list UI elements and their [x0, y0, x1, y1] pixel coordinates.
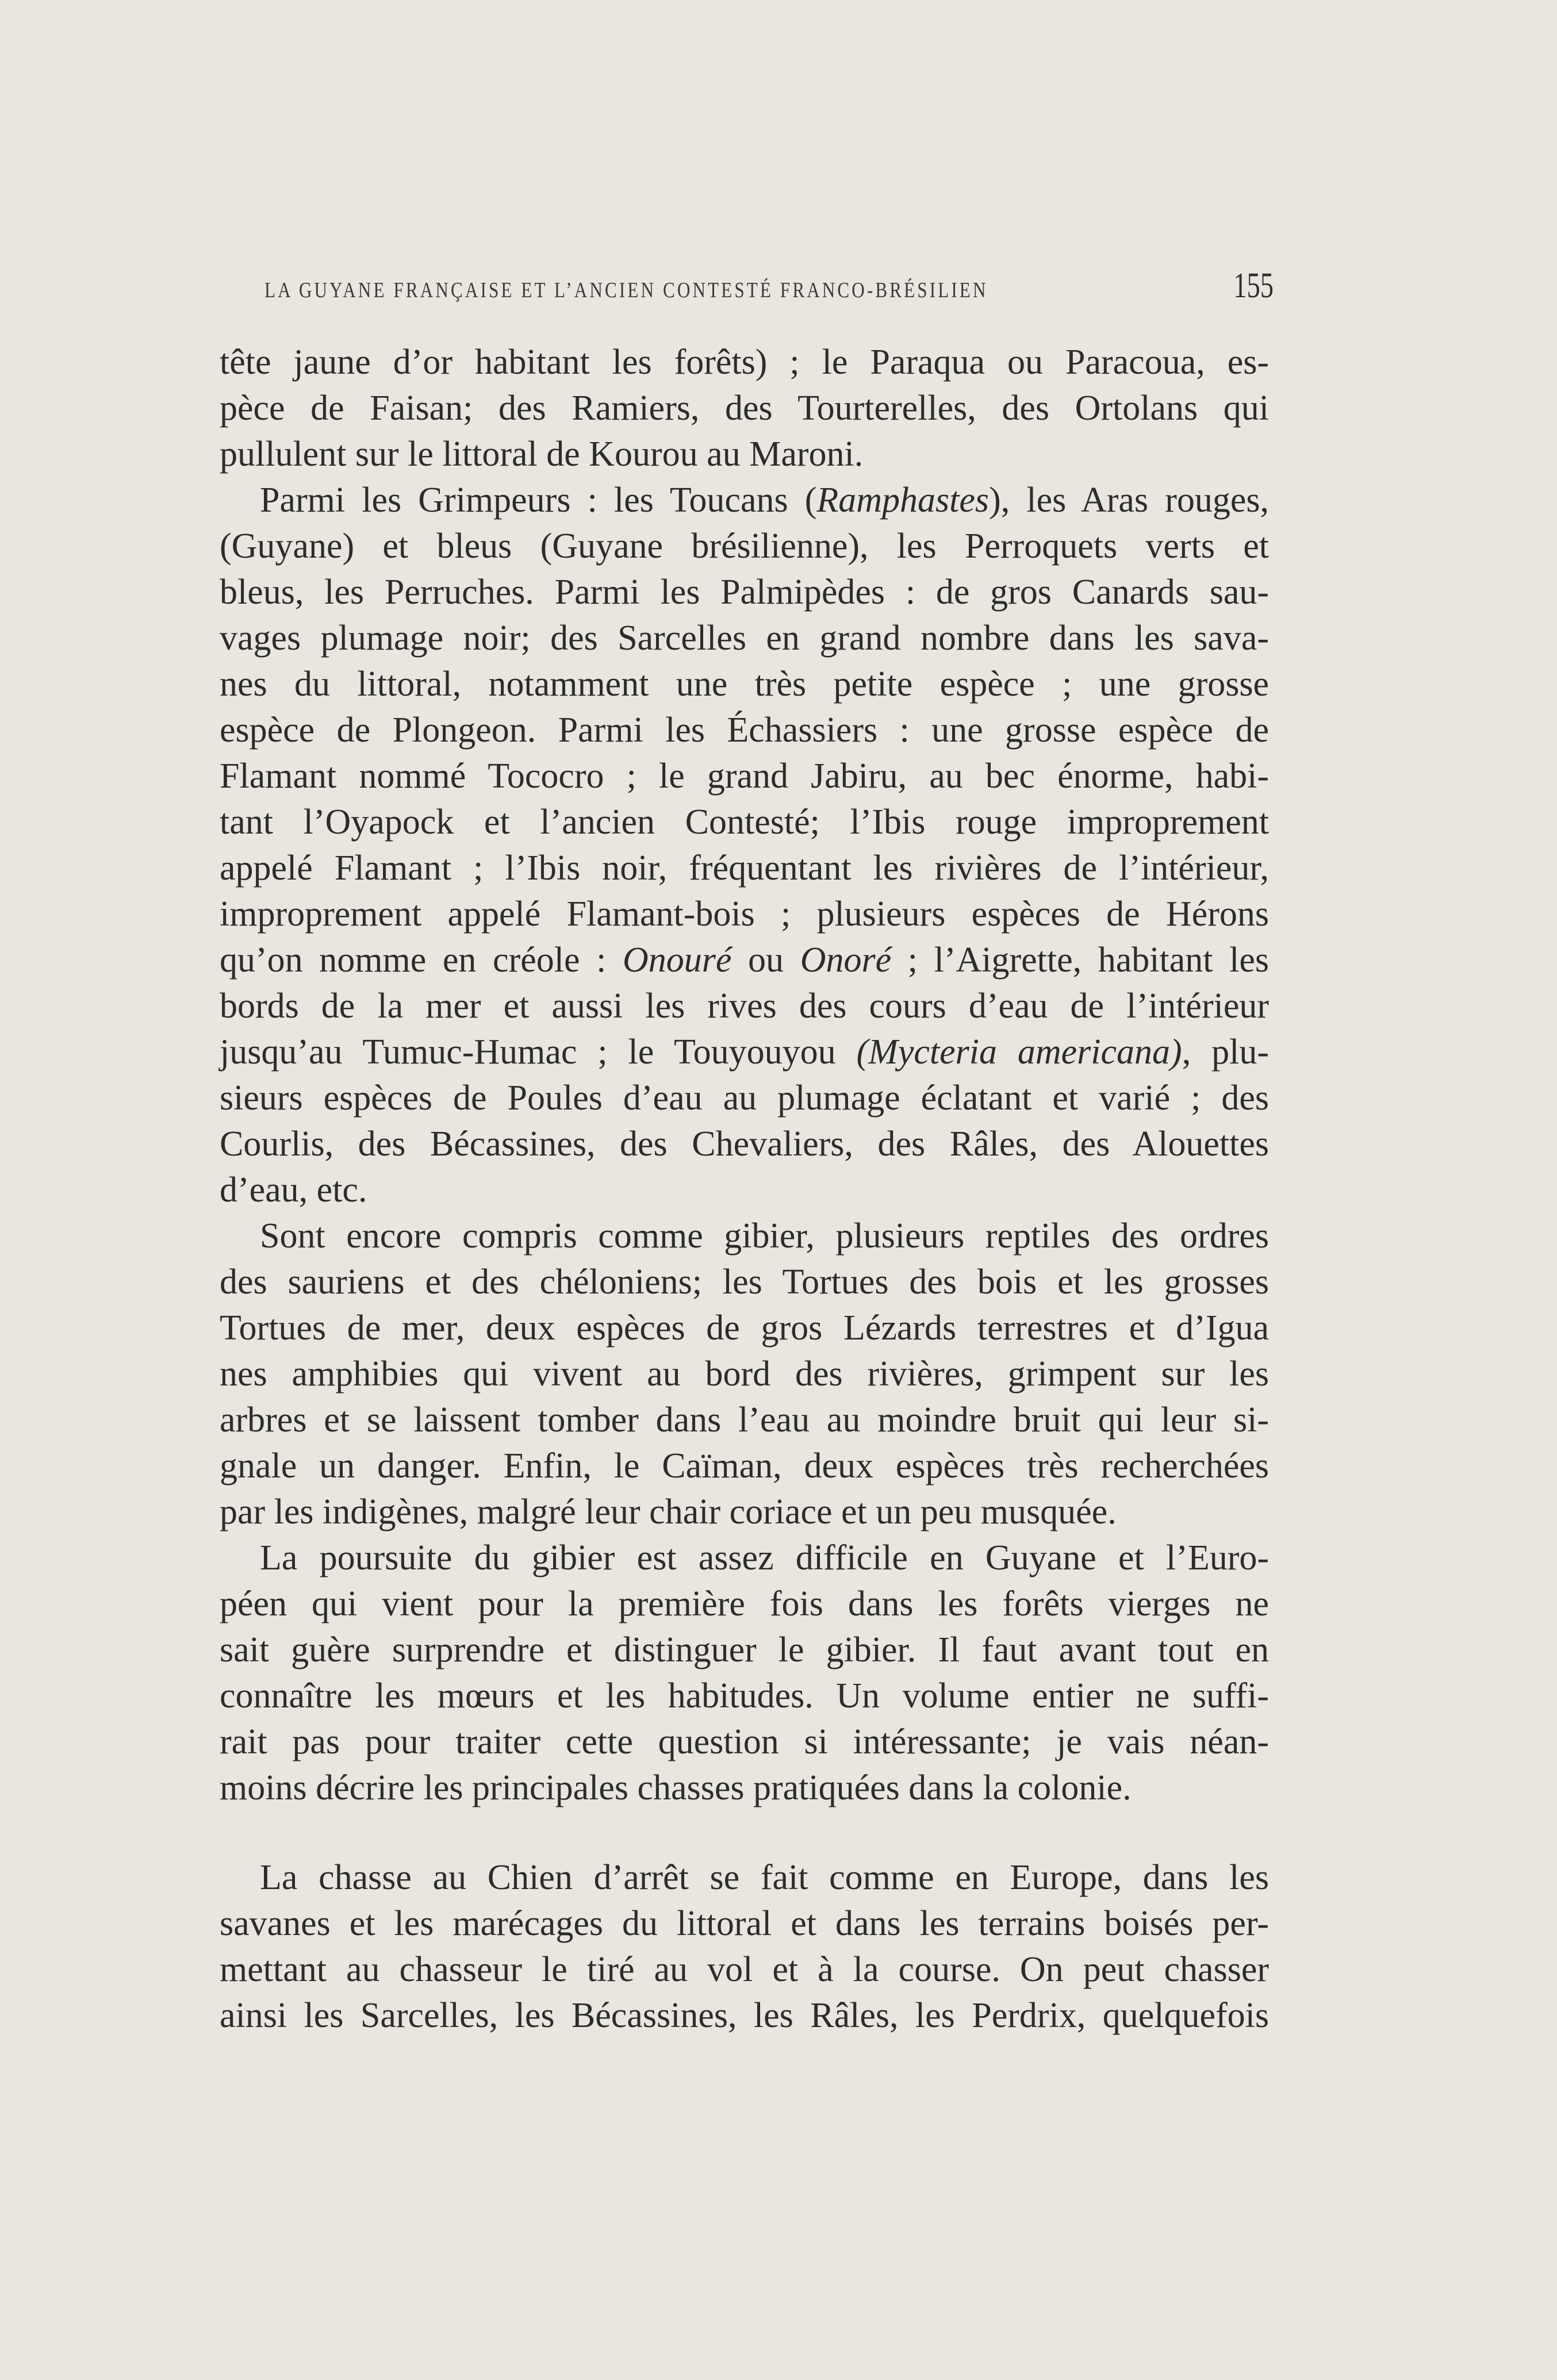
text-line: arbres et se laissent tomber dans l’eau au moindre bruit qui leur si- — [220, 1400, 1269, 1439]
text-line: par les indigènes, malgré leur chair coriace et un peu musquée. — [220, 1492, 1117, 1531]
text-line: savanes et les marécages du littoral et dans les terrains boisés per- — [220, 1904, 1269, 1943]
paragraph — [220, 477, 1269, 1213]
italic-term: (Mycteria americana) — [856, 1032, 1182, 1072]
text-line: rait pas pour traiter cette question si intéressante; je vais néan- — [220, 1722, 1269, 1761]
italic-term: Onoré — [800, 941, 892, 980]
paragraph — [220, 339, 1269, 477]
italic-term: Onouré — [622, 941, 732, 980]
text-line: connaître les mœurs et les habitudes. Un volume entier ne suffi- — [220, 1676, 1269, 1715]
text-line: pullulent sur le littoral de Kourou au Maroni. — [220, 435, 864, 474]
running-title: LA GUYANE FRANÇAISE ET L’ANCIEN CONTESTÉ FRANCO-BRÉSILIEN — [264, 278, 988, 302]
page-number: 155 — [1233, 266, 1274, 305]
text-line: nes amphibies qui vivent au bord des rivières, grimpent sur les — [220, 1354, 1269, 1394]
text-line: qu’on nomme en créole : Onouré ou Onoré ; l’Aigrette, habitant les — [220, 941, 1269, 980]
text-line: bleus, les Perruches. Parmi les Palmipèdes : de gros Canards sau- — [220, 573, 1269, 612]
text-line: des sauriens et des chéloniens; les Tortues des bois et les grosses — [220, 1262, 1269, 1302]
text-line: moins décrire les principales chasses pratiquées dans la colonie. — [220, 1768, 1132, 1807]
text-line: appelé Flamant ; l’Ibis noir, fréquentant les rivières de l’intérieur, — [220, 849, 1269, 888]
running-header — [264, 266, 1274, 305]
text-line: pèce de Faisan; des Ramiers, des Tourterelles, des Ortolans qui — [220, 389, 1269, 428]
paragraph — [220, 1213, 1269, 1535]
text-line: Parmi les Grimpeurs : les Toucans (Ramphastes), les Aras rouges, — [260, 481, 1269, 520]
text-line: tête jaune d’or habitant les forêts) ; le Paraqua ou Paracoua, es- — [220, 343, 1269, 382]
text-line: improprement appelé Flamant-bois ; plusieurs espèces de Hérons — [220, 895, 1269, 934]
italic-term: Ramphastes — [816, 481, 990, 520]
text-line: sieurs espèces de Poules d’eau au plumage éclatant et varié ; des — [220, 1078, 1269, 1118]
text-line: jusqu’au Tumuc-Humac ; le Touyouyou (Mycteria americana), plu- — [220, 1032, 1269, 1072]
text-line: d’eau, etc. — [220, 1170, 367, 1210]
text-line: La chasse au Chien d’arrêt se fait comme en Europe, dans les — [260, 1858, 1269, 1897]
body-text — [220, 339, 1269, 2039]
section-gap — [220, 1811, 1269, 1855]
paragraph — [220, 1535, 1269, 1811]
paragraph — [220, 1855, 1269, 2039]
text-line: (Guyane) et bleus (Guyane brésilienne), les Perroquets verts et — [220, 527, 1269, 566]
text-line: vages plumage noir; des Sarcelles en grand nombre dans les sava- — [220, 619, 1269, 658]
text-line: bords de la mer et aussi les rives des cours d’eau de l’intérieur — [220, 986, 1269, 1026]
text-line: Sont encore compris comme gibier, plusieurs reptiles des ordres — [260, 1216, 1269, 1256]
text-line: La poursuite du gibier est assez difficile en Guyane et l’Euro- — [260, 1538, 1269, 1577]
text-line: gnale un danger. Enfin, le Caïman, deux espèces très recherchées — [220, 1446, 1269, 1485]
text-line: mettant au chasseur le tiré au vol et à la course. On peut chasser — [220, 1950, 1269, 1989]
text-line: ainsi les Sarcelles, les Bécassines, les Râles, les Perdrix, quelquefois — [220, 1996, 1269, 2035]
text-line: Courlis, des Bécassines, des Chevaliers, des Râles, des Alouettes — [220, 1124, 1269, 1164]
text-line: péen qui vient pour la première fois dans les forêts vierges ne — [220, 1584, 1269, 1623]
text-line: Flamant nommé Tococro ; le grand Jabiru, au bec énorme, habi- — [220, 757, 1269, 796]
text-line: Tortues de mer, deux espèces de gros Lézards terrestres et d’Igua — [220, 1308, 1269, 1348]
text-line: nes du littoral, notamment une très petite espèce ; une grosse — [220, 665, 1269, 704]
text-line: espèce de Plongeon. Parmi les Échassiers : une grosse espèce de — [220, 711, 1269, 750]
text-line: tant l’Oyapock et l’ancien Contesté; l’Ibis rouge improprement — [220, 803, 1269, 842]
text-line: sait guère surprendre et distinguer le gibier. Il faut avant tout en — [220, 1630, 1269, 1669]
